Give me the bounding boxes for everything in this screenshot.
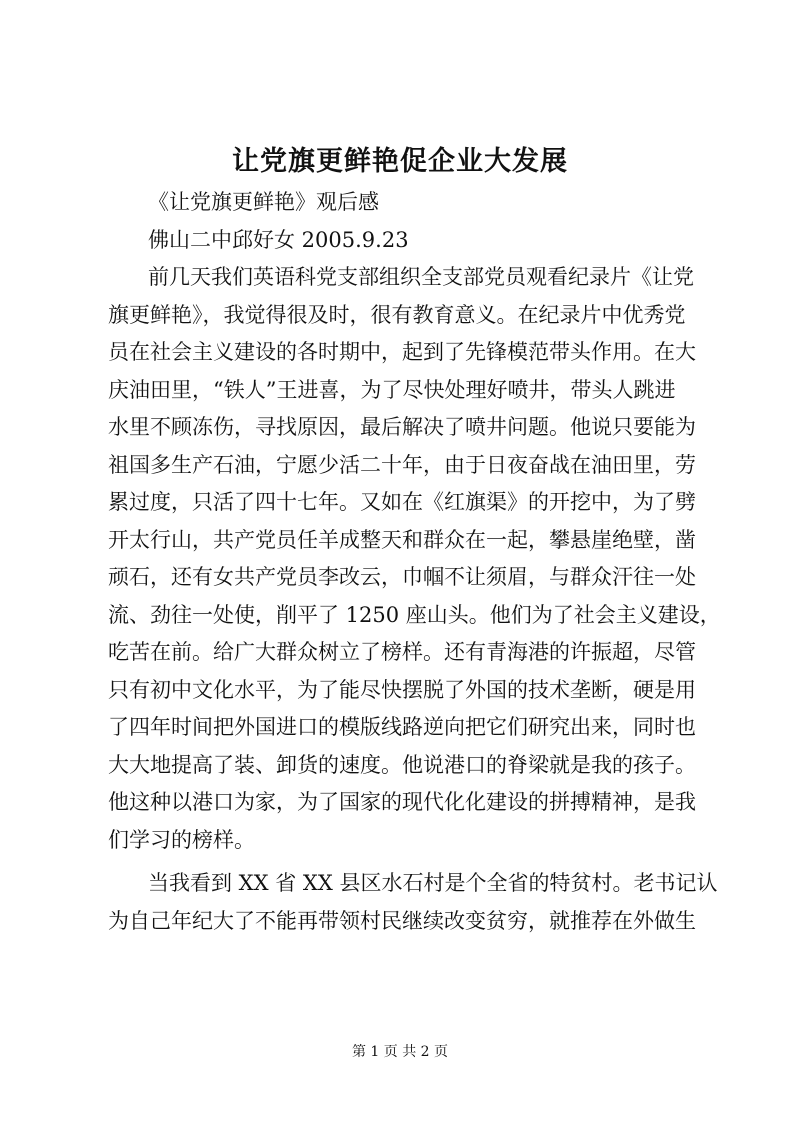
paragraph-line: 庆油田里，“铁人”王进喜，为了尽快处理好喷井，带头人跳进	[108, 377, 676, 402]
paragraph-line: 祖国多生产石油，宁愿少活二十年，由于日夜奋战在油田里，劳	[108, 452, 696, 477]
page-number-footer: 第 1 页 共 2 页	[351, 1044, 449, 1060]
paragraph-line: 他这种以港口为家，为了国家的现代化化建设的拼搏精神，是我	[108, 790, 696, 814]
paragraph-line: 累过度，只活了四十七年。又如在《红旗渠》的开挖中，为了劈	[108, 490, 696, 514]
document-byline: 佛山二中邱好女 2005.9.23	[148, 227, 409, 252]
paragraph-line: 大大地提高了装、卸货的速度。他说港口的脊梁就是我的孩子。	[108, 752, 696, 777]
paragraph-line: 们学习的榜样。	[108, 827, 255, 852]
paragraph-line: 员在社会主义建设的各时期中，起到了先锋模范带头作用。在大	[108, 340, 696, 364]
paragraph-line: 前几天我们英语科党支部组织全支部党员观看纪录片《让党	[148, 265, 694, 289]
paragraph-line: 开太行山，共产党员任羊成整天和群众在一起，攀悬崖绝壁，凿	[108, 527, 696, 552]
paragraph-line: 顽石，还有女共产党员李改云，巾帼不让须眉，与群众汗往一处	[108, 565, 696, 589]
paragraph-1	[108, 259, 721, 859]
document-body	[108, 184, 721, 940]
paragraph-line: 为自己年纪大了不能再带领村民继续改变贫穷，就推荐在外做生	[108, 908, 696, 933]
paragraph-line: 当我看到 XX 省 XX 县区水石村是个全省的特贫村。老书记认	[148, 871, 718, 895]
paragraph-line: 了四年时间把外国进口的模版线路逆向把它们研究出来，同时也	[108, 715, 696, 739]
paragraph-2	[108, 865, 718, 940]
paragraph-line: 只有初中文化水平，为了能尽快摆脱了外国的技术垄断，硬是用	[108, 677, 696, 702]
paragraph-line: 吃苦在前。给广大群众树立了榜样。还有青海港的许振超，尽管	[108, 640, 696, 664]
paragraph-line: 水里不顾冻伤，寻找原因，最后解决了喷井问题。他说只要能为	[108, 415, 696, 439]
paragraph-line: 旗更鲜艳》，我觉得很及时，很有教育意义。在纪录片中优秀党	[108, 302, 686, 327]
document-title: 让党旗更鲜艳促企业大发展	[232, 146, 568, 177]
paragraph-line: 流、劲往一处使，削平了 1250 座山头。他们为了社会主义建设，	[108, 602, 721, 627]
document-subtitle: 《让党旗更鲜艳》观后感	[148, 190, 379, 214]
